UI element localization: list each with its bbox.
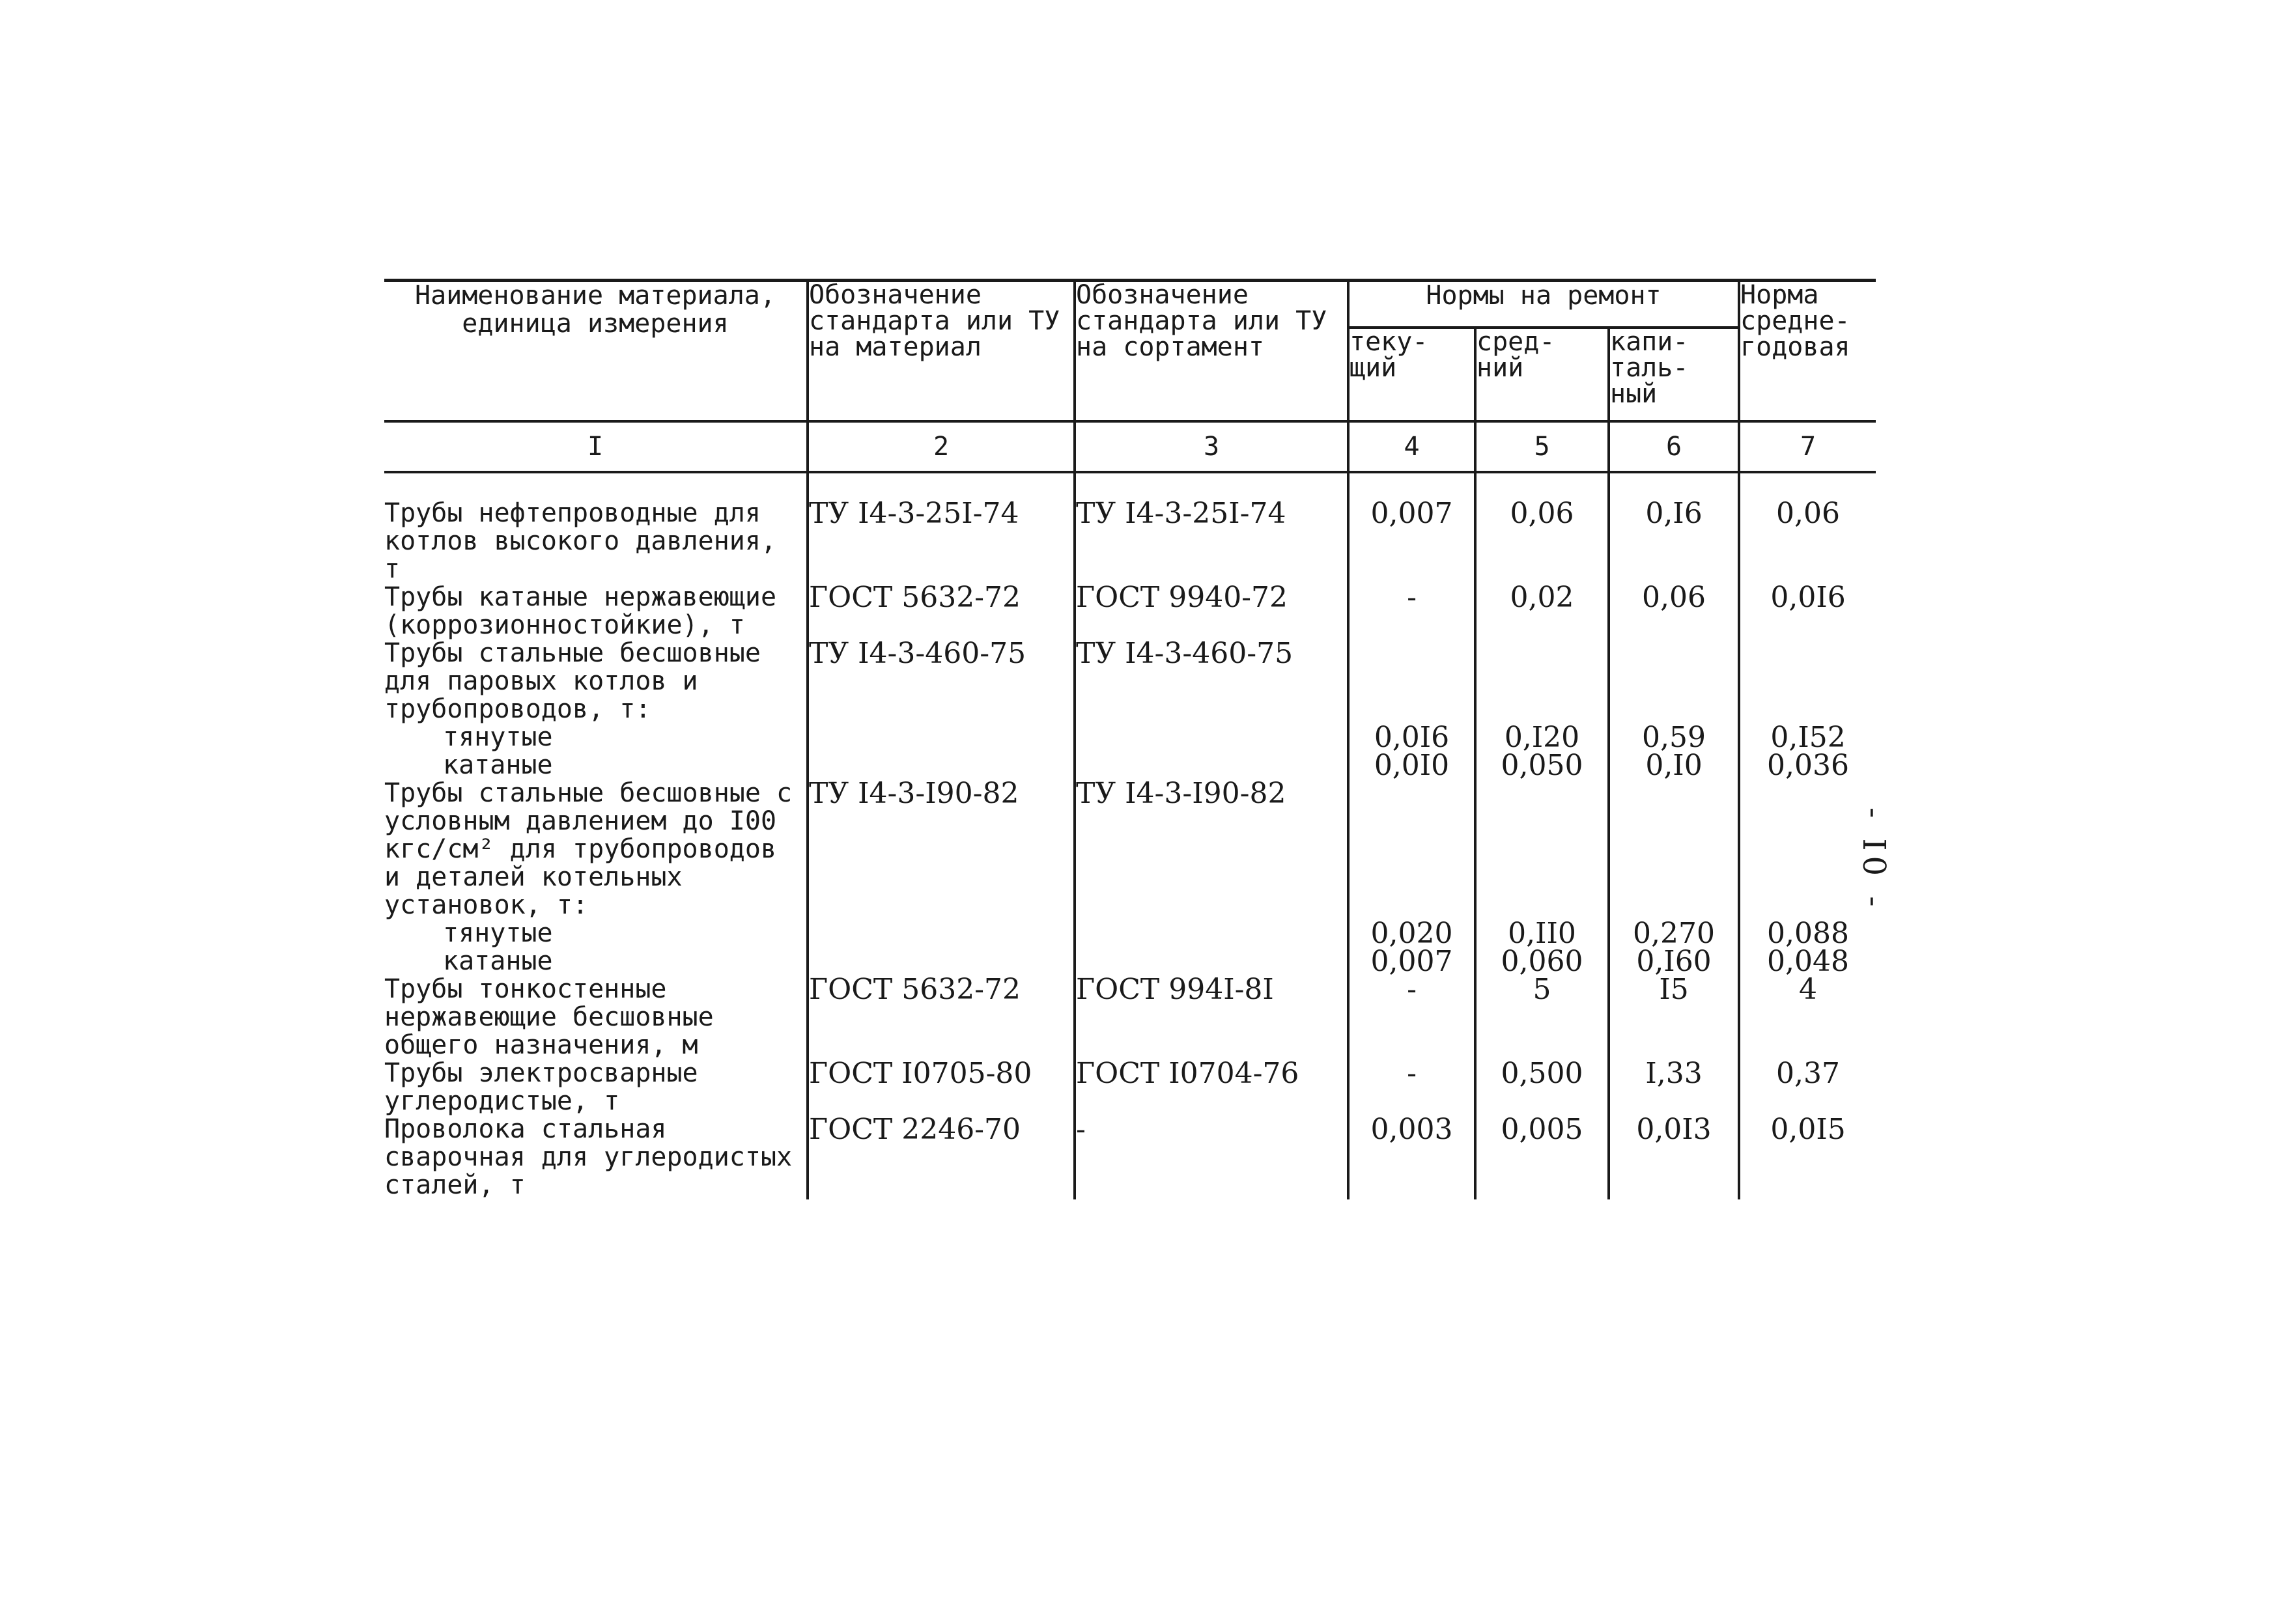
header-material-name: Наименование материала, единица измерения: [384, 281, 808, 422]
norm-medium: 0,II0: [1475, 919, 1609, 947]
norm-medium: [1475, 639, 1609, 723]
std-assortment: [1075, 947, 1348, 975]
material-name: Трубы тонкостенные нержавеющие бесшовные общего назначения, м: [384, 974, 714, 1060]
column-number: 2: [808, 421, 1075, 472]
material-name: Трубы электросварные углеродистые, т: [384, 1058, 698, 1116]
norm-current: [1348, 779, 1475, 919]
std-material: ТУ I4-3-25I-74: [808, 499, 1075, 583]
norm-current: 0,020: [1348, 919, 1475, 947]
norm-capital: 0,270: [1609, 919, 1739, 947]
norm-capital: 0,0I3: [1609, 1115, 1739, 1199]
table-row: [384, 499, 1876, 583]
norm-annual: 0,036: [1739, 751, 1876, 779]
norm-annual: 0,I52: [1739, 723, 1876, 751]
std-assortment: [1075, 919, 1348, 947]
norm-current: -: [1348, 975, 1475, 1059]
norm-capital: 0,06: [1609, 583, 1739, 639]
table-row: [384, 975, 1876, 1059]
std-assortment: ГОСТ 994I-8I: [1075, 975, 1348, 1059]
norm-medium: 0,005: [1475, 1115, 1609, 1199]
std-material: [808, 919, 1075, 947]
column-number: 6: [1609, 421, 1739, 472]
norm-current: 0,0I0: [1348, 751, 1475, 779]
std-assortment: ТУ I4-3-25I-74: [1075, 499, 1348, 583]
norm-annual: 0,048: [1739, 947, 1876, 975]
norm-medium: [1475, 779, 1609, 919]
header-std-material: Обозначение стандарта или ТУ на материал: [808, 281, 1075, 422]
norm-current: -: [1348, 583, 1475, 639]
norm-capital: 0,I0: [1609, 751, 1739, 779]
norm-annual: 0,06: [1739, 499, 1876, 583]
norm-annual: 4: [1739, 975, 1876, 1059]
table-row: [384, 751, 1876, 779]
std-assortment: ТУ I4-3-I90-82: [1075, 779, 1348, 919]
column-numbers-row: [384, 421, 1876, 472]
norm-current: 0,007: [1348, 499, 1475, 583]
norm-medium: 0,I20: [1475, 723, 1609, 751]
std-assortment: [1075, 723, 1348, 751]
std-material: ГОСТ 5632-72: [808, 583, 1075, 639]
norm-medium: 0,060: [1475, 947, 1609, 975]
norm-current: [1348, 639, 1475, 723]
page-number: - I0 -: [1856, 807, 1892, 912]
std-material: ГОСТ I0705-80: [808, 1059, 1075, 1115]
norm-annual: 0,37: [1739, 1059, 1876, 1115]
column-number: 7: [1739, 421, 1876, 472]
norm-medium: 0,500: [1475, 1059, 1609, 1115]
std-material: [808, 947, 1075, 975]
table-row: [384, 1115, 1876, 1199]
header-current-repair: теку- щий: [1348, 328, 1475, 421]
column-number: 3: [1075, 421, 1348, 472]
material-name: катаные: [443, 946, 553, 976]
norm-medium: 0,06: [1475, 499, 1609, 583]
header-capital-repair: капи- таль- ный: [1609, 328, 1739, 421]
material-name: катаные: [443, 750, 553, 780]
norm-current: 0,0I6: [1348, 723, 1475, 751]
header-repair-norms: Нормы на ремонт: [1348, 281, 1739, 328]
norm-capital: [1609, 779, 1739, 919]
material-name: Трубы стальные бесшовные для паровых котлов и трубопроводов, т:: [384, 638, 761, 724]
table-row: [384, 723, 1876, 751]
norm-medium: 0,02: [1475, 583, 1609, 639]
material-name: Трубы стальные бесшовные с условным давлением до I00 кгс/см² для трубопроводов и деталей котельных установок, т:: [384, 778, 793, 920]
std-material: ТУ I4-3-460-75: [808, 639, 1075, 723]
std-assortment: ГОСТ 9940-72: [1075, 583, 1348, 639]
norm-annual: 0,088: [1739, 919, 1876, 947]
materials-norms-table: [384, 279, 1876, 1199]
std-material: ГОСТ 2246-70: [808, 1115, 1075, 1199]
material-name: Проволока стальная сварочная для углеродистых сталей, т: [384, 1114, 793, 1200]
table-row: [384, 639, 1876, 723]
norm-medium: 5: [1475, 975, 1609, 1059]
header-std-assortment: Обозначение стандарта или ТУ на сортамент: [1075, 281, 1348, 422]
std-assortment: ТУ I4-3-460-75: [1075, 639, 1348, 723]
table-row: [384, 919, 1876, 947]
norm-current: 0,007: [1348, 947, 1475, 975]
material-name: Трубы катаные нержавеющие (коррозионностойкие), т: [384, 582, 777, 640]
std-assortment: -: [1075, 1115, 1348, 1199]
norm-capital: 0,59: [1609, 723, 1739, 751]
material-name: тянутые: [443, 722, 553, 752]
table-row: [384, 1059, 1876, 1115]
material-name: тянутые: [443, 918, 553, 948]
norm-current: 0,003: [1348, 1115, 1475, 1199]
table-row: [384, 779, 1876, 919]
header-annual-norm: Норма средне- годовая: [1739, 281, 1876, 422]
std-material: ГОСТ 5632-72: [808, 975, 1075, 1059]
norm-capital: [1609, 639, 1739, 723]
norm-annual: 0,0I6: [1739, 583, 1876, 639]
header-medium-repair: сред- ний: [1475, 328, 1609, 421]
column-number: I: [384, 421, 808, 472]
norm-capital: I5: [1609, 975, 1739, 1059]
norm-capital: I,33: [1609, 1059, 1739, 1115]
table-row: [384, 583, 1876, 639]
norm-current: -: [1348, 1059, 1475, 1115]
norm-annual: [1739, 639, 1876, 723]
norm-capital: 0,I6: [1609, 499, 1739, 583]
std-material: [808, 723, 1075, 751]
column-number: 5: [1475, 421, 1609, 472]
std-assortment: [1075, 751, 1348, 779]
norm-medium: 0,050: [1475, 751, 1609, 779]
std-material: [808, 751, 1075, 779]
norm-annual: 0,0I5: [1739, 1115, 1876, 1199]
std-assortment: ГОСТ I0704-76: [1075, 1059, 1348, 1115]
table-row: [384, 947, 1876, 975]
material-name: Трубы нефтепроводные для котлов высокого давления, т: [384, 498, 777, 584]
column-number: 4: [1348, 421, 1475, 472]
std-material: ТУ I4-3-I90-82: [808, 779, 1075, 919]
norm-capital: 0,I60: [1609, 947, 1739, 975]
